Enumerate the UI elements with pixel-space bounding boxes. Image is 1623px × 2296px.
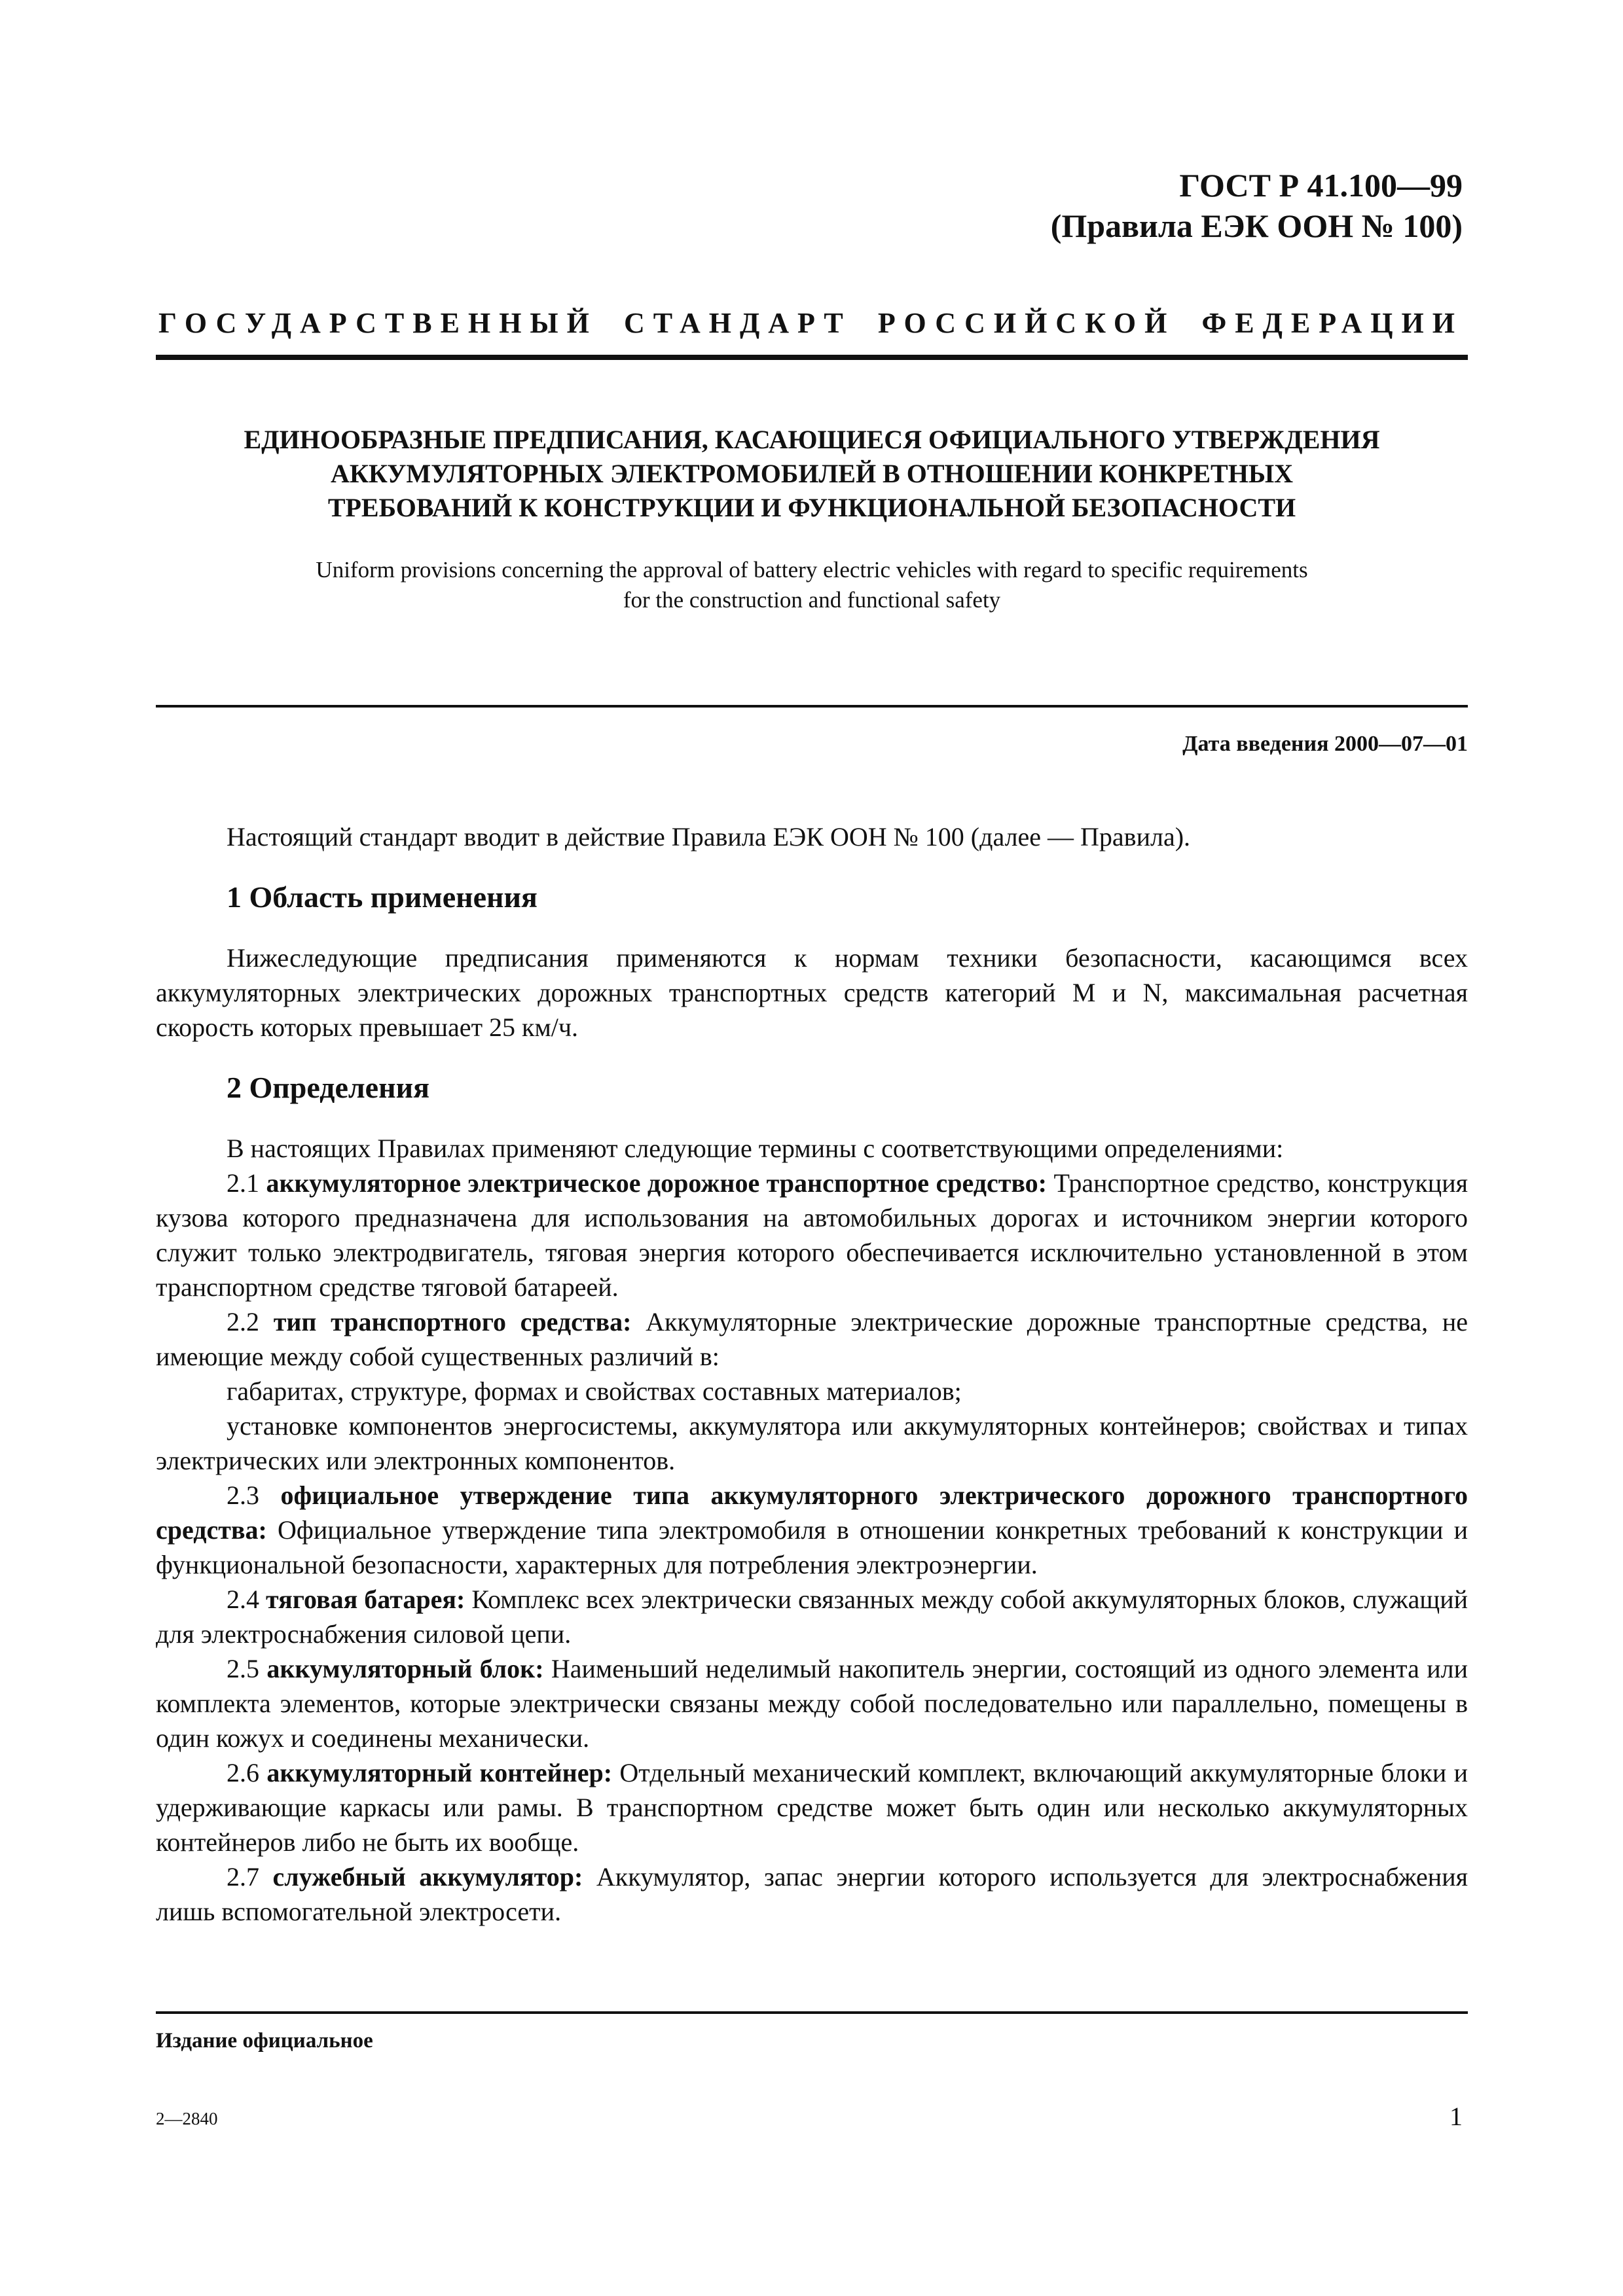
title-line: АККУМУЛЯТОРНЫХ ЭЛЕКТРОМОБИЛЕЙ В ОТНОШЕНИИ КОНКРЕТНЫХ — [330, 459, 1294, 488]
definition-text: Отдельный механический комплект, включающий аккумуляторные блоки и удерживающие каркасы или рамы. В транспортном средстве может быть один или несколько аккумуляторных контейнеров либо не быть их вообще. — [156, 1758, 1468, 1857]
title-line: ЕДИНООБРАЗНЫЕ ПРЕДПИСАНИЯ, КАСАЮЩИЕСЯ ОФИЦИАЛЬНОГО УТВЕРЖДЕНИЯ — [244, 425, 1380, 454]
definition-paragraph — [156, 1478, 1468, 1582]
definition-text: Аккумулятор, запас энергии которого используется для электроснабжения лишь вспомогательной электросети. — [156, 1862, 1468, 1926]
intro-paragraph: Настоящий стандарт вводит в действие Правила ЕЭК ООН № 100 (далее — Правила). — [227, 822, 1191, 852]
document-title-en — [156, 555, 1468, 615]
definition-paragraph — [156, 1304, 1468, 1374]
state-standard-word: РОССИЙСКОЙ — [877, 307, 1176, 339]
definition-term: аккумуляторный блок: — [266, 1654, 544, 1683]
definition-term: служебный аккумулятор: — [272, 1862, 583, 1892]
scope-paragraph: Нижеследующие предписания применяются к нормам техники безопасности, касающимся всех аккумуляторных электрических дорожных транспортных средств категорий M и N, максимальная расчетная скорость которых превышает 25 км/ч. — [156, 943, 1468, 1042]
footer-rule — [156, 2011, 1468, 2014]
header-rule — [156, 355, 1468, 360]
title-rule — [156, 705, 1468, 708]
definition-text: Официальное утверждение типа электромобиля в отношении конкретных требований к конструкции и функциональной безопасности, характерных для потребления электроэнергии. — [156, 1515, 1468, 1579]
section-heading: 2 Определения — [227, 1071, 429, 1104]
definition-paragraph — [156, 1651, 1468, 1755]
definition-text: Транспортное средство, конструкция кузова которого предназначена для использования на автомобильных дорогах и источником энергии которого служит только электродвигатель, тяговая энергия которого обеспечивается исключительно установленной в этом транспортном средстве тяговой батареей. — [156, 1168, 1468, 1302]
definition-text: Наименьший неделимый накопитель энергии, состоящий из одного элемента или комплекта элементов, которые электрически связаны между собой последовательно или параллельно, помещены в один кожух и соединены механически. — [156, 1654, 1468, 1753]
state-standard-heading — [158, 306, 1463, 340]
definition-number: 2.5 — [227, 1654, 259, 1683]
definition-paragraph — [156, 1166, 1468, 1304]
definition-number: 2.1 — [227, 1168, 259, 1198]
definition-number: 2.7 — [227, 1862, 259, 1892]
definition-paragraph — [156, 1755, 1468, 1859]
state-standard-word: СТАНДАРТ — [624, 307, 852, 339]
definition-paragraph — [156, 1582, 1468, 1651]
definition-term: тяговая батарея: — [266, 1585, 465, 1614]
regulation-reference: (Правила ЕЭК ООН № 100) — [1050, 207, 1463, 244]
definition-list-item: габаритах, структуре, формах и свойствах составных материалов; — [227, 1376, 962, 1406]
official-edition-label: Издание официальное — [156, 2029, 373, 2053]
definition-number: 2.2 — [227, 1307, 259, 1336]
page-number: 1 — [1450, 2102, 1463, 2131]
definition-term: официальное утверждение типа аккумуляторного электрического дорожного транспортного средства: — [156, 1480, 1468, 1545]
definition-number: 2.6 — [227, 1758, 259, 1787]
section-heading: 1 Область применения — [227, 880, 538, 914]
definition-text: Комплекс всех электрически связанных между собой аккумуляторных блоков, служащий для электроснабжения силовой цепи. — [156, 1585, 1468, 1649]
title-en-line: Uniform provisions concerning the approval of battery electric vehicles with regard to specific requirements — [316, 557, 1308, 583]
definition-list-item: установке компонентов энергосистемы, аккумулятора или аккумуляторных контейнеров; свойствах и типах электрических или электронных компонентов. — [156, 1411, 1468, 1475]
document-title-ru — [156, 423, 1468, 525]
definition-paragraph — [156, 1859, 1468, 1929]
definition-text: Аккумуляторные электрические дорожные транспортные средства, не имеющие между собой существенных различий в: — [156, 1307, 1468, 1371]
state-standard-word: ГОСУДАРСТВЕННЫЙ — [158, 307, 598, 339]
definitions-intro: В настоящих Правилах применяют следующие термины с соответствующими определениями: — [227, 1134, 1284, 1163]
designation — [677, 165, 1463, 246]
definition-term: аккумуляторный контейнер: — [266, 1758, 613, 1787]
definition-term: тип транспортного средства: — [273, 1307, 632, 1336]
title-line: ТРЕБОВАНИЙ К КОНСТРУКЦИИ И ФУНКЦИОНАЛЬНОЙ БЕЗОПАСНОСТИ — [327, 493, 1296, 522]
title-en-line: for the construction and functional safety — [623, 587, 1001, 613]
definition-term: аккумуляторное электрическое дорожное транспортное средство: — [266, 1168, 1047, 1198]
definition-number: 2.4 — [227, 1585, 259, 1614]
print-code: 2—2840 — [156, 2109, 218, 2128]
definition-number: 2.3 — [227, 1480, 259, 1510]
gost-number: ГОСТ Р 41.100—99 — [1179, 167, 1463, 204]
document-body — [156, 819, 1468, 1929]
introduction-date: Дата введения 2000—07—01 — [1182, 732, 1468, 756]
state-standard-word: ФЕДЕРАЦИИ — [1201, 307, 1463, 339]
